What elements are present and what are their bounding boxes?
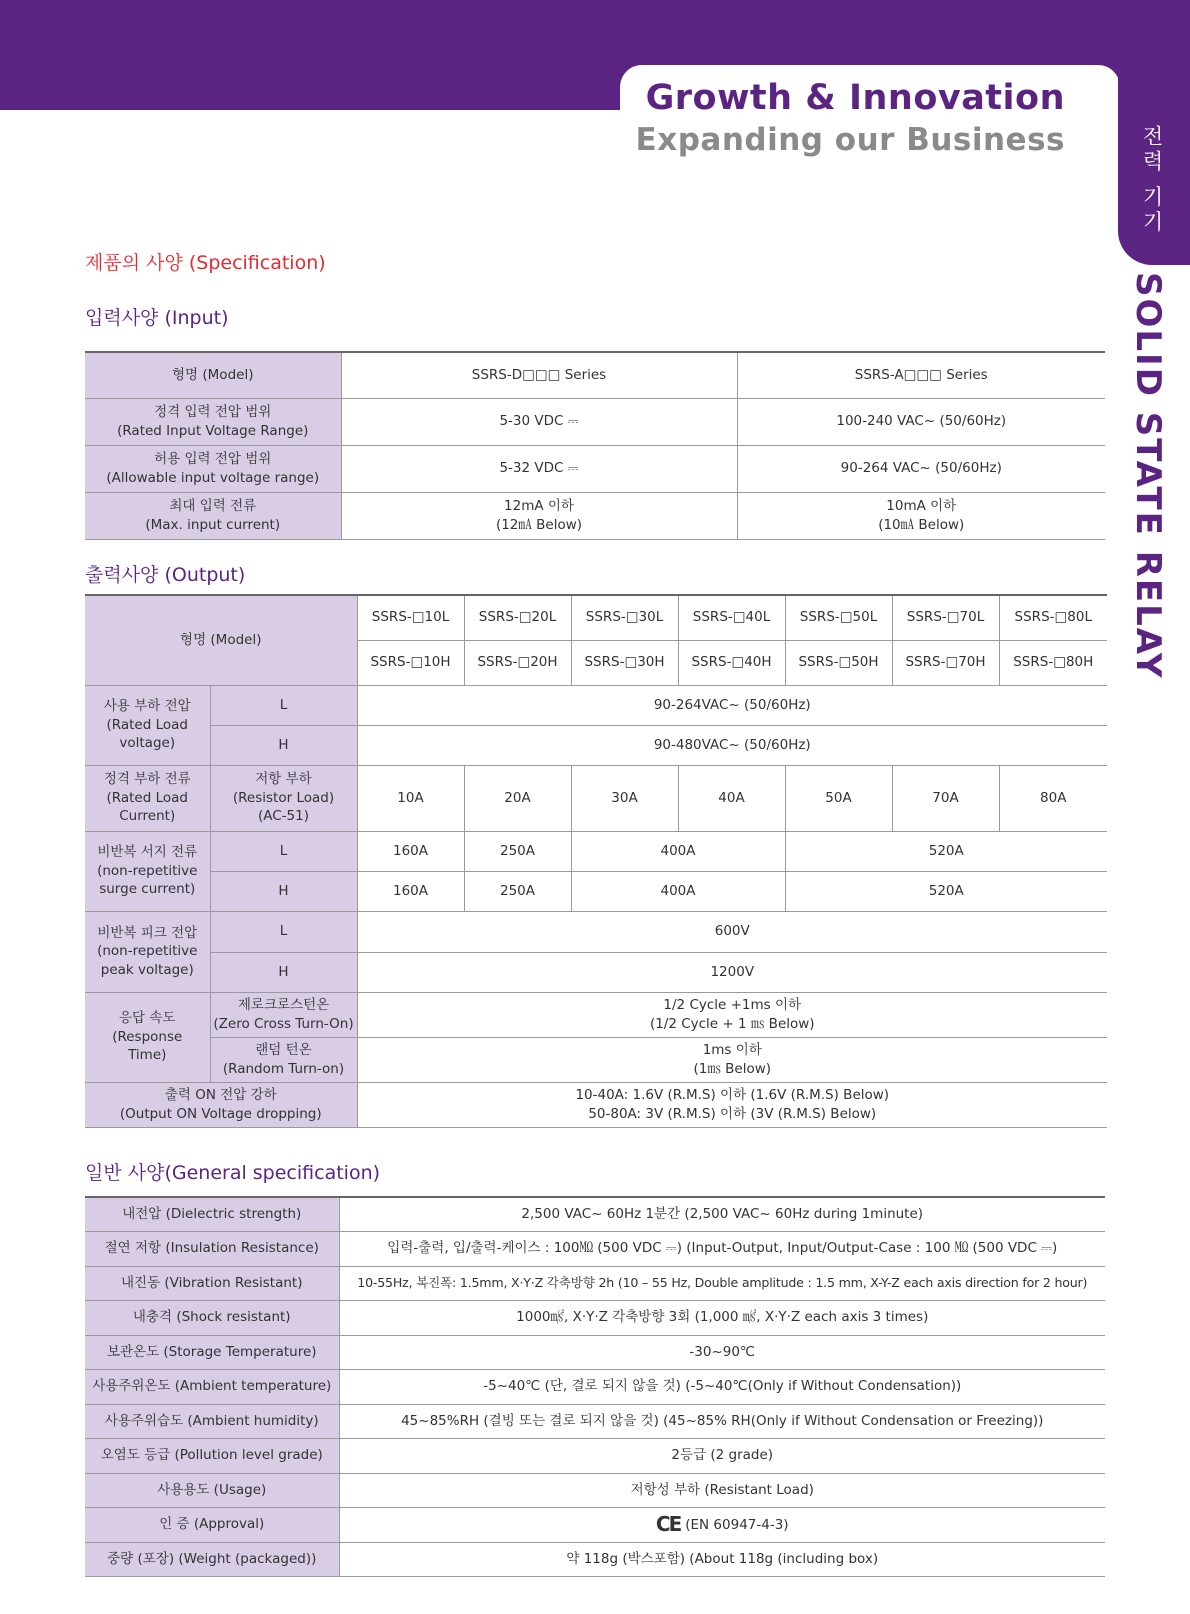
model-cell: SSRS-□70H — [892, 640, 999, 685]
row-label-rated-load-voltage — [85, 685, 210, 765]
table-row — [85, 1197, 1105, 1231]
row-label: 인 증 (Approval) — [85, 1507, 339, 1542]
label-en: (Response — [112, 1028, 183, 1045]
cell: 30A — [571, 765, 678, 831]
cell: 600V — [357, 911, 1107, 952]
cell: 1000㎨, X·Y·Z 각축방향 3회 (1,000 ㎨, X·Y·Z each axis 3 times) — [339, 1300, 1105, 1335]
label-kr: 정격 부하 전류 — [103, 771, 191, 788]
section-title-spec: 제품의 사양 (Specification) — [85, 252, 326, 274]
sub-label-h: H — [210, 725, 357, 765]
table-row — [85, 725, 1107, 765]
label-en: (Resistor Load) — [232, 789, 335, 806]
sub-label-h: H — [210, 952, 357, 992]
sub-label-h: H — [210, 871, 357, 911]
table-row — [85, 352, 1105, 398]
sub-label-l: L — [210, 831, 357, 871]
cell-line: 10-40A: 1.6V (R.M.S) 이하 (1.6V (R.M.S) Below) — [575, 1086, 890, 1103]
row-label-response-time — [85, 992, 210, 1082]
cell — [339, 1507, 1105, 1542]
cell: 520A — [785, 871, 1107, 911]
label-en: (Random Turn-on) — [222, 1060, 345, 1077]
cell — [357, 1037, 1107, 1082]
label-kr: 출력 ON 전압 강하 — [164, 1086, 277, 1103]
cell: 250A — [464, 871, 571, 911]
table-row — [85, 1438, 1105, 1473]
sub-label-zero-cross — [210, 992, 357, 1037]
label-en: (Rated Load — [106, 789, 188, 806]
cell — [357, 1082, 1107, 1127]
row-label — [85, 445, 341, 492]
cell: 저항성 부하 (Resistant Load) — [339, 1473, 1105, 1507]
cell — [341, 492, 737, 539]
label-en: surge current) — [99, 881, 196, 898]
row-label — [85, 492, 341, 539]
cell: -5~40℃ (단, 결로 되지 않을 것) (-5~40℃(Only if Without Condensation)) — [339, 1369, 1105, 1404]
cell: 100-240 VAC~ (50/60Hz) — [737, 398, 1105, 445]
label-en: Time) — [128, 1047, 167, 1064]
row-label: 사용주위온도 (Ambient temperature) — [85, 1369, 339, 1404]
cell: 70A — [892, 765, 999, 831]
cell: 2,500 VAC~ 60Hz 1분간 (2,500 VAC~ 60Hz during 1minute) — [339, 1197, 1105, 1231]
label-en: (Allowable input voltage range) — [106, 469, 320, 486]
model-cell: SSRS-□10H — [357, 640, 464, 685]
cell: 1200V — [357, 952, 1107, 992]
cell: 5-30 VDC ⎓ — [341, 398, 737, 445]
table-row — [85, 992, 1107, 1037]
row-label: 사용용도 (Usage) — [85, 1473, 339, 1507]
table-row — [85, 1369, 1105, 1404]
cell: 160A — [357, 831, 464, 871]
model-header: 형명 (Model) — [85, 595, 357, 685]
table-row — [85, 1335, 1105, 1369]
label-en: (non-repetitive — [97, 862, 198, 879]
side-category-label: 전력 기기 — [1140, 125, 1164, 236]
label-kr: 정격 입력 전압 범위 — [154, 403, 272, 420]
row-label-peak-voltage — [85, 911, 210, 992]
cell-line: (1/2 Cycle + 1 ㎳ Below) — [649, 1015, 815, 1032]
row-label: 중량 (포장) (Weight (packaged)) — [85, 1542, 339, 1576]
table-row — [85, 1507, 1105, 1542]
cell-line: (12㎃ Below) — [495, 516, 583, 533]
label-en: (Zero Cross Turn-On) — [213, 1015, 354, 1032]
row-label: 사용주위습도 (Ambient humidity) — [85, 1404, 339, 1438]
cell-line: 10mA 이하 — [886, 497, 957, 514]
cell-line: 12mA 이하 — [504, 497, 574, 514]
row-label: 내전압 (Dielectric strength) — [85, 1197, 339, 1231]
model-cell: SSRS-□80H — [999, 640, 1107, 685]
section-title-general: 일반 사양(General specification) — [85, 1162, 381, 1184]
input-spec-table — [85, 351, 1105, 540]
cell: 40A — [678, 765, 785, 831]
model-cell: SSRS-□50L — [785, 595, 892, 640]
label-en: peak voltage) — [100, 961, 194, 978]
cell: 입력-출력, 입/출력-케이스 : 100㏁ (500 VDC ⎓) (Input-Output, Input/Output-Case : 100 ㏁ (500 VDC ⎓) — [339, 1231, 1105, 1266]
model-cell: SSRS-□40H — [678, 640, 785, 685]
model-cell: SSRS-□50H — [785, 640, 892, 685]
table-row — [85, 1037, 1107, 1082]
label-kr: 최대 입력 전류 — [169, 497, 257, 514]
row-label: 절연 저항 (Insulation Resistance) — [85, 1231, 339, 1266]
page-title: Growth & Innovation — [645, 78, 1065, 118]
general-spec-table — [85, 1196, 1105, 1577]
sub-label-random — [210, 1037, 357, 1082]
table-row — [85, 1300, 1105, 1335]
cell: 400A — [571, 871, 785, 911]
table-row — [85, 1473, 1105, 1507]
table-row — [85, 1231, 1105, 1266]
cell: 50A — [785, 765, 892, 831]
label-kr: 비반복 서지 전류 — [97, 844, 198, 861]
cell: 10A — [357, 765, 464, 831]
cell: 90-480VAC~ (50/60Hz) — [357, 725, 1107, 765]
label-en: (AC-51) — [258, 808, 310, 825]
approval-standard: (EN 60947-4-3) — [685, 1516, 789, 1533]
table-row — [85, 492, 1105, 539]
label-kr: 저항 부하 — [255, 771, 312, 788]
cell: 90-264 VAC~ (50/60Hz) — [737, 445, 1105, 492]
cell: -30~90℃ — [339, 1335, 1105, 1369]
table-row — [85, 831, 1107, 871]
cell — [357, 992, 1107, 1037]
table-row — [85, 1082, 1107, 1127]
cell-line: 1/2 Cycle +1ms 이하 — [663, 996, 802, 1013]
row-label: 보관온도 (Storage Temperature) — [85, 1335, 339, 1369]
row-label: 오염도 등급 (Pollution level grade) — [85, 1438, 339, 1473]
table-row — [85, 911, 1107, 952]
cell: 10-55Hz, 복진폭: 1.5mm, X·Y·Z 각축방향 2h (10 – 55 Hz, Double amplitude : 1.5 mm, X-Y-Z each axis direction for 2 hour) — [339, 1266, 1105, 1300]
table-row — [85, 871, 1107, 911]
model-header: 형명 (Model) — [85, 352, 341, 398]
label-en: (Rated Load — [106, 716, 188, 733]
label-kr: 응답 속도 — [119, 1010, 176, 1027]
model-cell: SSRS-□30H — [571, 640, 678, 685]
ce-mark-icon: CE — [655, 1511, 681, 1536]
table-row — [85, 765, 1107, 831]
cell: 80A — [999, 765, 1107, 831]
cell-line: (1㎳ Below) — [693, 1060, 772, 1077]
section-title-output: 출력사양 (Output) — [85, 564, 246, 586]
table-row — [85, 685, 1107, 725]
section-title-input: 입력사양 (Input) — [85, 307, 229, 329]
cell: 20A — [464, 765, 571, 831]
table-row — [85, 595, 1107, 640]
label-en: voltage) — [119, 735, 176, 752]
label-en: Current) — [119, 808, 176, 825]
cell: 45~85%RH (결빙 또는 결로 되지 않을 것) (45~85% RH(Only if Without Condensation or Freezing)) — [339, 1404, 1105, 1438]
sub-label-l: L — [210, 911, 357, 952]
model-cell: SSRS-□30L — [571, 595, 678, 640]
table-row — [85, 1266, 1105, 1300]
cell-line: (10㎃ Below) — [878, 516, 965, 533]
table-row — [85, 952, 1107, 992]
row-label-surge-current — [85, 831, 210, 911]
cell: 5-32 VDC ⎓ — [341, 445, 737, 492]
cell: 520A — [785, 831, 1107, 871]
row-label — [85, 398, 341, 445]
page-subtitle: Expanding our Business — [635, 122, 1065, 158]
label-en: (non-repetitive — [97, 943, 198, 960]
model-cell: SSRS-□20L — [464, 595, 571, 640]
label-kr: 허용 입력 전압 범위 — [154, 450, 272, 467]
model-cell: SSRS-□70L — [892, 595, 999, 640]
label-en: (Output ON Voltage dropping) — [119, 1105, 322, 1122]
table-row — [85, 1542, 1105, 1576]
cell: 약 118g (박스포함) (About 118g (including box) — [339, 1542, 1105, 1576]
side-product-label: SOLID STATE RELAY — [1128, 272, 1168, 680]
row-label-rated-load-current — [85, 765, 210, 831]
cell-line: 50-80A: 3V (R.M.S) 이하 (3V (R.M.S) Below) — [588, 1105, 877, 1122]
table-row — [85, 445, 1105, 492]
model-cell: SSRS-□40L — [678, 595, 785, 640]
cell: 400A — [571, 831, 785, 871]
row-label-on-voltage — [85, 1082, 357, 1127]
label-kr: 제로크로스턴온 — [237, 996, 330, 1013]
row-label: 내진동 (Vibration Resistant) — [85, 1266, 339, 1300]
sub-label-resistor — [210, 765, 357, 831]
row-label: 내충격 (Shock resistant) — [85, 1300, 339, 1335]
cell: 90-264VAC~ (50/60Hz) — [357, 685, 1107, 725]
label-kr: 랜덤 턴온 — [255, 1041, 312, 1058]
table-row — [85, 1404, 1105, 1438]
label-kr: 비반복 피크 전압 — [97, 924, 198, 941]
model-cell: SSRS-□10L — [357, 595, 464, 640]
table-row — [85, 398, 1105, 445]
label-kr: 사용 부하 전압 — [103, 698, 191, 715]
output-spec-table — [85, 594, 1107, 1128]
series-a-header: SSRS-A□□□ Series — [737, 352, 1105, 398]
label-en: (Max. input current) — [145, 516, 281, 533]
label-en: (Rated Input Voltage Range) — [117, 422, 309, 439]
sub-label-l: L — [210, 685, 357, 725]
cell: 2등급 (2 grade) — [339, 1438, 1105, 1473]
cell: 160A — [357, 871, 464, 911]
series-d-header: SSRS-D□□□ Series — [341, 352, 737, 398]
cell-line: 1ms 이하 — [702, 1041, 762, 1058]
cell — [737, 492, 1105, 539]
model-cell: SSRS-□20H — [464, 640, 571, 685]
model-cell: SSRS-□80L — [999, 595, 1107, 640]
cell: 250A — [464, 831, 571, 871]
